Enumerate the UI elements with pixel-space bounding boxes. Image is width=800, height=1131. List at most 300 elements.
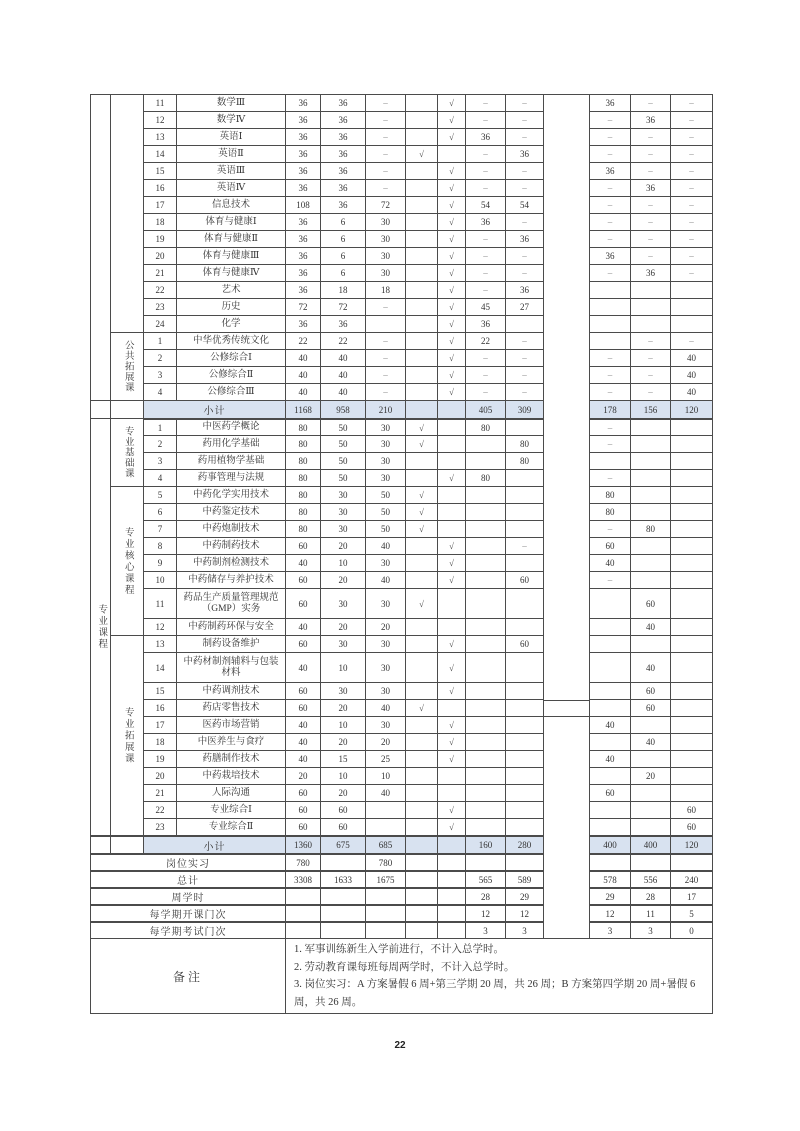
hours-practice: 30: [366, 636, 406, 653]
sem1-cell: 80: [466, 470, 506, 487]
sem4-cell: 80: [589, 487, 631, 504]
exam-mark-cell: [406, 836, 438, 854]
sem1-cell: [466, 436, 506, 453]
left-empty-cell: [91, 836, 111, 854]
remark-line: 3. 岗位实习：A 方案暑假 6 周+第三学期 20 周，共 26 周；B 方案第四学期 20 周+暑假 6 周，共 26 周。: [294, 979, 696, 1008]
sem2-cell: [506, 734, 544, 751]
course-name: 中药鉴定技术: [177, 504, 286, 521]
sem1-cell: [466, 717, 506, 734]
sem6-cell: [671, 751, 713, 768]
sem1-cell: –: [466, 265, 506, 282]
sem4-cell: –: [589, 436, 631, 453]
sem4-cell: 36: [589, 95, 631, 112]
sem4-cell: –: [589, 231, 631, 248]
course-name: 中药材制剂辅料与包装材料: [177, 653, 286, 683]
exam-mark-cell: [406, 129, 438, 146]
assess-mark-cell: [438, 871, 466, 888]
sem2-cell: –: [506, 538, 544, 555]
sem2-cell: –: [506, 265, 544, 282]
hours-total: 780: [286, 854, 321, 871]
assess-mark-cell: √: [438, 367, 466, 384]
sem2-cell: [506, 854, 544, 871]
exam-mark-cell: [406, 350, 438, 367]
course-number: 7: [144, 521, 177, 538]
hours-total: [286, 905, 321, 922]
sem6-cell: [671, 470, 713, 487]
sem2-cell: 80: [506, 453, 544, 470]
summary-label: 每学期开课门次: [91, 905, 286, 922]
exam-mark-cell: [406, 888, 438, 905]
category-empty-cell: [111, 836, 144, 854]
sem6-cell: [671, 555, 713, 572]
hours-theory: 10: [321, 768, 366, 785]
sem4-cell: [589, 299, 631, 316]
sem2-cell: 589: [506, 871, 544, 888]
sem2-cell: 60: [506, 572, 544, 589]
hours-total: 60: [286, 538, 321, 555]
sem5-cell: 11: [631, 905, 671, 922]
sem5-cell: –: [631, 214, 671, 231]
course-name: 英语Ⅲ: [177, 163, 286, 180]
sem5-cell: –: [631, 146, 671, 163]
sem5-cell: [631, 453, 671, 470]
sem1-cell: 3: [466, 922, 506, 939]
sem1-cell: [466, 487, 506, 504]
hours-theory: 60: [321, 802, 366, 819]
hours-theory: [321, 888, 366, 905]
sem4-cell: 60: [589, 785, 631, 802]
course-number: 4: [144, 384, 177, 401]
assess-mark-cell: √: [438, 802, 466, 819]
sem4-cell: [589, 653, 631, 683]
hours-practice: [366, 922, 406, 939]
semester3-empty-cell: [544, 700, 589, 717]
hours-practice: [366, 905, 406, 922]
hours-total: 36: [286, 163, 321, 180]
hours-theory: 36: [321, 146, 366, 163]
hours-total: 60: [286, 572, 321, 589]
course-number: 21: [144, 265, 177, 282]
sem2-cell: [506, 470, 544, 487]
assess-mark-cell: [438, 146, 466, 163]
hours-theory: 22: [321, 333, 366, 350]
remarks-text: [286, 939, 712, 1013]
assess-mark-cell: √: [438, 653, 466, 683]
hours-total: [286, 922, 321, 939]
sem2-cell: –: [506, 112, 544, 129]
course-number: 20: [144, 248, 177, 265]
hours-theory: 6: [321, 214, 366, 231]
assess-mark-cell: [438, 436, 466, 453]
sem2-cell: [506, 717, 544, 734]
hours-theory: 40: [321, 384, 366, 401]
hours-total: 40: [286, 619, 321, 636]
assess-mark-cell: √: [438, 299, 466, 316]
hours-practice: 50: [366, 521, 406, 538]
sem4-cell: –: [589, 572, 631, 589]
sem6-cell: 60: [671, 802, 713, 819]
hours-practice: [366, 819, 406, 836]
hours-total: 80: [286, 470, 321, 487]
course-name: 中药制药环保与安全: [177, 619, 286, 636]
sem5-cell: 60: [631, 683, 671, 700]
sem4-cell: –: [589, 197, 631, 214]
hours-practice: 30: [366, 683, 406, 700]
assess-mark-cell: [438, 453, 466, 470]
sem6-cell: 0: [671, 922, 713, 939]
exam-mark-cell: [406, 555, 438, 572]
sem2-cell: [506, 653, 544, 683]
hours-theory: 40: [321, 367, 366, 384]
course-number: 4: [144, 470, 177, 487]
sem5-cell: [631, 572, 671, 589]
sem5-cell: –: [631, 367, 671, 384]
assess-mark-cell: [438, 521, 466, 538]
exam-mark-cell: [406, 401, 438, 419]
sem2-cell: [506, 619, 544, 636]
hours-practice: –: [366, 299, 406, 316]
sem5-cell: –: [631, 95, 671, 112]
sem4-cell: 12: [589, 905, 631, 922]
sem5-cell: [631, 470, 671, 487]
hours-theory: 958: [321, 401, 366, 419]
sem6-cell: [671, 419, 713, 436]
hours-practice: –: [366, 112, 406, 129]
course-name: 医药市场营销: [177, 717, 286, 734]
assess-mark-cell: √: [438, 683, 466, 700]
assess-mark-cell: [438, 401, 466, 419]
sem6-cell: –: [671, 129, 713, 146]
hours-theory: 36: [321, 112, 366, 129]
subtotal-label: 小计: [144, 401, 286, 419]
sem2-cell: [506, 555, 544, 572]
sem1-cell: –: [466, 95, 506, 112]
course-number: 23: [144, 819, 177, 836]
sem1-cell: –: [466, 231, 506, 248]
sem1-cell: [466, 538, 506, 555]
hours-practice: –: [366, 163, 406, 180]
assess-mark-cell: √: [438, 572, 466, 589]
hours-practice: 780: [366, 854, 406, 871]
course-number: 1: [144, 419, 177, 436]
sem6-cell: [671, 683, 713, 700]
hours-total: [286, 888, 321, 905]
hours-practice: 20: [366, 734, 406, 751]
sem4-cell: 29: [589, 888, 631, 905]
exam-mark-cell: [406, 636, 438, 653]
course-number: 3: [144, 453, 177, 470]
program-column-cell: [91, 419, 111, 836]
hours-total: 36: [286, 214, 321, 231]
sem5-cell: [631, 785, 671, 802]
hours-total: 60: [286, 589, 321, 619]
hours-total: 40: [286, 367, 321, 384]
sem4-cell: [589, 683, 631, 700]
sem5-cell: –: [631, 248, 671, 265]
exam-mark-cell: [406, 333, 438, 350]
sem4-cell: –: [589, 521, 631, 538]
assess-mark-cell: [438, 905, 466, 922]
sem2-cell: [506, 700, 544, 717]
hours-practice: 25: [366, 751, 406, 768]
hours-theory: 6: [321, 231, 366, 248]
hours-theory: 10: [321, 555, 366, 572]
course-number: 17: [144, 717, 177, 734]
hours-total: 60: [286, 819, 321, 836]
exam-mark-cell: [406, 299, 438, 316]
assess-mark-cell: √: [438, 538, 466, 555]
hours-practice: [366, 802, 406, 819]
sem4-cell: [589, 316, 631, 333]
hours-practice: 30: [366, 265, 406, 282]
subtotal-label: 小计: [144, 836, 286, 854]
sem1-cell: –: [466, 367, 506, 384]
sem4-cell: 578: [589, 871, 631, 888]
sem5-cell: 156: [631, 401, 671, 419]
sem4-cell: [589, 854, 631, 871]
hours-practice: 50: [366, 504, 406, 521]
hours-total: 40: [286, 555, 321, 572]
hours-practice: –: [366, 95, 406, 112]
sem6-cell: 40: [671, 350, 713, 367]
hours-total: 1168: [286, 401, 321, 419]
assess-mark-cell: √: [438, 717, 466, 734]
sem6-cell: [671, 453, 713, 470]
sem6-cell: –: [671, 95, 713, 112]
hours-practice: 30: [366, 453, 406, 470]
sem6-cell: [671, 487, 713, 504]
hours-practice: 40: [366, 785, 406, 802]
exam-mark-cell: [406, 453, 438, 470]
sem5-cell: [631, 538, 671, 555]
sem2-cell: [506, 802, 544, 819]
hours-practice: –: [366, 367, 406, 384]
exam-mark-cell: [406, 717, 438, 734]
sem1-cell: 12: [466, 905, 506, 922]
course-name: 人际沟通: [177, 785, 286, 802]
course-name: 体育与健康Ⅰ: [177, 214, 286, 231]
hours-theory: 10: [321, 717, 366, 734]
course-name: 艺术: [177, 282, 286, 299]
category-professional-core-label: 专业核心课程: [122, 526, 133, 596]
hours-total: 60: [286, 683, 321, 700]
hours-practice: –: [366, 146, 406, 163]
sem2-cell: [506, 768, 544, 785]
sem2-cell: –: [506, 129, 544, 146]
sem4-cell: 36: [589, 163, 631, 180]
hours-total: 22: [286, 333, 321, 350]
assess-mark-cell: [438, 922, 466, 939]
sem5-cell: [631, 316, 671, 333]
course-name: 中华优秀传统文化: [177, 333, 286, 350]
course-name: 中药制药技术: [177, 538, 286, 555]
sem6-cell: [671, 734, 713, 751]
exam-mark-cell: √: [406, 419, 438, 436]
sem5-cell: 36: [631, 265, 671, 282]
sem1-cell: –: [466, 248, 506, 265]
hours-total: 72: [286, 299, 321, 316]
course-name: 数学Ⅲ: [177, 95, 286, 112]
sem2-cell: [506, 785, 544, 802]
hours-total: 36: [286, 129, 321, 146]
exam-mark-cell: √: [406, 504, 438, 521]
hours-total: 36: [286, 231, 321, 248]
sem2-cell: [506, 589, 544, 619]
assess-mark-cell: [438, 888, 466, 905]
exam-mark-cell: [406, 802, 438, 819]
sem6-cell: [671, 854, 713, 871]
assess-mark-cell: √: [438, 163, 466, 180]
exam-mark-cell: [406, 470, 438, 487]
course-name: 中药炮制技术: [177, 521, 286, 538]
summary-label: 岗位实习: [91, 854, 286, 871]
course-name: 体育与健康Ⅱ: [177, 231, 286, 248]
course-number: 13: [144, 129, 177, 146]
exam-mark-cell: [406, 768, 438, 785]
hours-theory: 30: [321, 521, 366, 538]
course-number: 22: [144, 802, 177, 819]
sem6-cell: [671, 589, 713, 619]
hours-theory: 18: [321, 282, 366, 299]
sem5-cell: 36: [631, 180, 671, 197]
sem1-cell: [466, 768, 506, 785]
sem6-cell: –: [671, 180, 713, 197]
hours-practice: 685: [366, 836, 406, 854]
hours-total: 3308: [286, 871, 321, 888]
sem6-cell: –: [671, 248, 713, 265]
sem6-cell: 60: [671, 819, 713, 836]
course-number: 18: [144, 734, 177, 751]
assess-mark-cell: √: [438, 231, 466, 248]
assess-mark-cell: [438, 619, 466, 636]
sem4-cell: 36: [589, 248, 631, 265]
sem1-cell: 160: [466, 836, 506, 854]
sem2-cell: 36: [506, 231, 544, 248]
sem2-cell: –: [506, 180, 544, 197]
hours-theory: 20: [321, 572, 366, 589]
sem4-cell: –: [589, 350, 631, 367]
sem1-cell: [466, 854, 506, 871]
sem2-cell: [506, 487, 544, 504]
course-number: 14: [144, 146, 177, 163]
assess-mark-cell: √: [438, 265, 466, 282]
sem1-cell: [466, 802, 506, 819]
hours-theory: 50: [321, 419, 366, 436]
exam-mark-cell: √: [406, 521, 438, 538]
assess-mark-cell: [438, 419, 466, 436]
sem5-cell: [631, 487, 671, 504]
course-name: 英语Ⅰ: [177, 129, 286, 146]
sem6-cell: [671, 521, 713, 538]
sem1-cell: –: [466, 163, 506, 180]
hours-theory: 30: [321, 487, 366, 504]
sem2-cell: [506, 504, 544, 521]
hours-total: 36: [286, 180, 321, 197]
sem1-cell: [466, 589, 506, 619]
sem4-cell: 3: [589, 922, 631, 939]
course-name: 公修综合Ⅰ: [177, 350, 286, 367]
course-name: 公修综合Ⅲ: [177, 384, 286, 401]
exam-mark-cell: [406, 653, 438, 683]
course-number: 10: [144, 572, 177, 589]
hours-theory: [321, 905, 366, 922]
hours-practice: 30: [366, 231, 406, 248]
hours-practice: 40: [366, 572, 406, 589]
sem6-cell: –: [671, 197, 713, 214]
sem6-cell: –: [671, 265, 713, 282]
course-number: 14: [144, 653, 177, 683]
hours-theory: 1633: [321, 871, 366, 888]
course-name: 中药储存与养护技术: [177, 572, 286, 589]
course-number: 18: [144, 214, 177, 231]
assess-mark-cell: √: [438, 248, 466, 265]
assess-mark-cell: √: [438, 180, 466, 197]
sem1-cell: [466, 453, 506, 470]
hours-total: 36: [286, 265, 321, 282]
hours-total: 60: [286, 636, 321, 653]
hours-total: 36: [286, 112, 321, 129]
sem6-cell: 120: [671, 836, 713, 854]
sem4-cell: [589, 700, 631, 717]
summary-label: 周学时: [91, 888, 286, 905]
course-name: 中药栽培技术: [177, 768, 286, 785]
exam-mark-cell: [406, 922, 438, 939]
hours-practice: 40: [366, 538, 406, 555]
hours-total: 1360: [286, 836, 321, 854]
course-number: 17: [144, 197, 177, 214]
course-number: 15: [144, 683, 177, 700]
sem6-cell: –: [671, 333, 713, 350]
sem4-cell: [589, 619, 631, 636]
sem2-cell: 36: [506, 282, 544, 299]
assess-mark-cell: [438, 504, 466, 521]
course-number: 16: [144, 700, 177, 717]
sem6-cell: 40: [671, 384, 713, 401]
sem2-cell: [506, 819, 544, 836]
sem6-cell: [671, 572, 713, 589]
assess-mark-cell: √: [438, 819, 466, 836]
hours-practice: 18: [366, 282, 406, 299]
sem1-cell: [466, 504, 506, 521]
sem1-cell: 80: [466, 419, 506, 436]
exam-mark-cell: √: [406, 589, 438, 619]
assess-mark-cell: √: [438, 350, 466, 367]
sem5-cell: –: [631, 333, 671, 350]
sem2-cell: 29: [506, 888, 544, 905]
course-number: 15: [144, 163, 177, 180]
hours-practice: 30: [366, 717, 406, 734]
assess-mark-cell: √: [438, 636, 466, 653]
sem1-cell: 36: [466, 316, 506, 333]
exam-mark-cell: [406, 538, 438, 555]
exam-mark-cell: [406, 854, 438, 871]
sem6-cell: [671, 700, 713, 717]
sem1-cell: 22: [466, 333, 506, 350]
assess-mark-cell: √: [438, 316, 466, 333]
sem2-cell: [506, 316, 544, 333]
course-name: 药用化学基础: [177, 436, 286, 453]
sem6-cell: [671, 785, 713, 802]
course-number: 6: [144, 504, 177, 521]
sem6-cell: –: [671, 146, 713, 163]
category-public-expansion-label: 公共拓展课: [122, 340, 133, 393]
course-number: 19: [144, 751, 177, 768]
sem5-cell: 60: [631, 589, 671, 619]
sem5-cell: –: [631, 350, 671, 367]
course-number: 20: [144, 768, 177, 785]
course-number: 2: [144, 350, 177, 367]
exam-mark-cell: [406, 367, 438, 384]
